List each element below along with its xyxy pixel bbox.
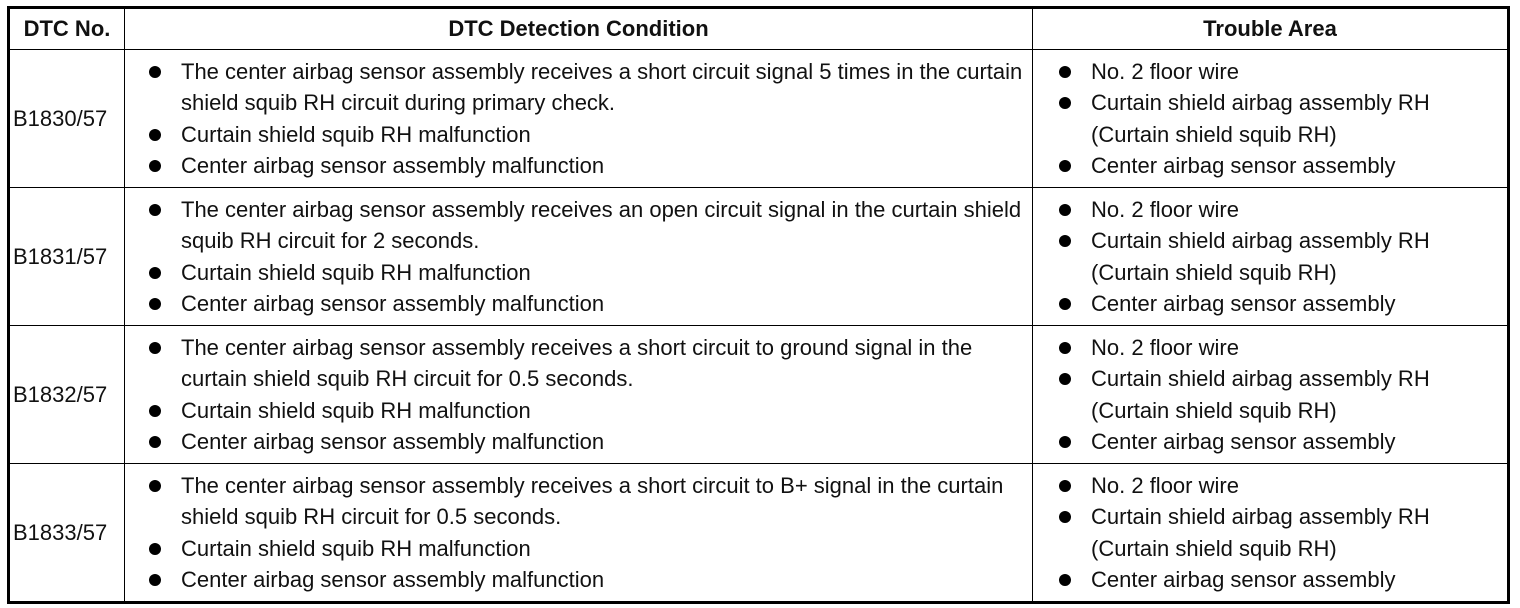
header-row — [9, 8, 1509, 50]
condition-text: The center airbag sensor assembly receives a short circuit signal 5 times in the curtain shield squib RH circuit during primary check. — [181, 58, 1023, 115]
table-row — [9, 326, 1509, 464]
condition-list — [125, 194, 1032, 320]
trouble-area-text: Center airbag sensor assembly — [1091, 291, 1396, 316]
trouble-area-text: Curtain shield airbag assembly RH (Curtain shield squib RH) — [1091, 228, 1430, 285]
bullet-icon — [149, 204, 161, 216]
condition-cell — [125, 188, 1033, 326]
condition-list — [125, 332, 1032, 458]
header-detection-condition: DTC Detection Condition — [125, 8, 1033, 50]
condition-text: The center airbag sensor assembly receives a short circuit to ground signal in the curtain shield squib RH circuit for 0.5 seconds. — [181, 334, 973, 391]
condition-cell — [125, 326, 1033, 464]
condition-text: The center airbag sensor assembly receives an open circuit signal in the curtain shield squib RH circuit for 2 seconds. — [181, 196, 1022, 253]
list-item — [1059, 470, 1507, 502]
trouble-area-cell — [1033, 50, 1509, 188]
trouble-area-text: No. 2 floor wire — [1091, 334, 1239, 360]
bullet-icon — [149, 342, 161, 354]
header-dtc-no: DTC No. — [9, 8, 125, 50]
list-item — [149, 470, 1032, 533]
bullet-icon — [1059, 436, 1071, 448]
trouble-area-cell — [1033, 464, 1509, 603]
trouble-area-text: Center airbag sensor assembly — [1091, 429, 1396, 454]
list-item — [1059, 194, 1507, 226]
dtc-code: B1831/57 — [9, 188, 125, 326]
trouble-area-list — [1033, 332, 1507, 458]
bullet-icon — [149, 267, 161, 279]
dtc-code: B1832/57 — [9, 326, 125, 464]
bullet-icon — [149, 436, 161, 448]
condition-text: The center airbag sensor assembly receives a short circuit to B+ signal in the curtain shield squib RH circuit for 0.5 seconds. — [181, 472, 1004, 529]
bullet-icon — [1059, 235, 1071, 247]
dtc-table — [7, 6, 1510, 604]
condition-text: Curtain shield squib RH malfunction — [181, 259, 531, 285]
table-row — [9, 50, 1509, 188]
trouble-area-cell — [1033, 326, 1509, 464]
list-item — [149, 257, 1032, 289]
trouble-area-list — [1033, 56, 1507, 182]
list-item — [1059, 363, 1507, 426]
table-row — [9, 188, 1509, 326]
condition-text: Curtain shield squib RH malfunction — [181, 121, 531, 147]
bullet-icon — [1059, 97, 1071, 109]
condition-text: Center airbag sensor assembly malfunction — [181, 567, 605, 592]
bullet-icon — [149, 160, 161, 172]
list-item — [149, 56, 1032, 119]
bullet-icon — [149, 480, 161, 492]
condition-text: Center airbag sensor assembly malfunction — [181, 429, 605, 454]
bullet-icon — [1059, 373, 1071, 385]
bullet-icon — [1059, 511, 1071, 523]
list-item — [149, 194, 1032, 257]
list-item — [1059, 501, 1507, 564]
trouble-area-cell — [1033, 188, 1509, 326]
condition-cell — [125, 464, 1033, 603]
list-item — [1059, 150, 1507, 182]
trouble-area-text: Curtain shield airbag assembly RH (Curtain shield squib RH) — [1091, 504, 1430, 561]
list-item — [1059, 426, 1507, 458]
list-item — [1059, 332, 1507, 364]
condition-list — [125, 470, 1032, 596]
list-item — [149, 288, 1032, 320]
bullet-icon — [149, 298, 161, 310]
condition-text: Center airbag sensor assembly malfunction — [181, 153, 605, 178]
list-item — [149, 119, 1032, 151]
condition-text: Curtain shield squib RH malfunction — [181, 397, 531, 423]
list-item — [149, 564, 1032, 596]
list-item — [149, 426, 1032, 458]
bullet-icon — [1059, 298, 1071, 310]
bullet-icon — [1059, 574, 1071, 586]
bullet-icon — [149, 66, 161, 78]
trouble-area-text: No. 2 floor wire — [1091, 196, 1239, 222]
list-item — [149, 395, 1032, 427]
list-item — [1059, 87, 1507, 150]
trouble-area-text: Center airbag sensor assembly — [1091, 567, 1396, 592]
condition-cell — [125, 50, 1033, 188]
list-item — [1059, 564, 1507, 596]
bullet-icon — [149, 543, 161, 555]
list-item — [1059, 56, 1507, 88]
list-item — [1059, 225, 1507, 288]
condition-text: Center airbag sensor assembly malfunction — [181, 291, 605, 316]
bullet-icon — [1059, 480, 1071, 492]
list-item — [149, 150, 1032, 182]
bullet-icon — [1059, 342, 1071, 354]
trouble-area-text: Curtain shield airbag assembly RH (Curtain shield squib RH) — [1091, 90, 1430, 147]
trouble-area-text: Curtain shield airbag assembly RH (Curtain shield squib RH) — [1091, 366, 1430, 423]
list-item — [1059, 288, 1507, 320]
header-trouble-area: Trouble Area — [1033, 8, 1509, 50]
dtc-code: B1833/57 — [9, 464, 125, 603]
bullet-icon — [149, 405, 161, 417]
bullet-icon — [149, 574, 161, 586]
bullet-icon — [149, 129, 161, 141]
trouble-area-text: No. 2 floor wire — [1091, 472, 1239, 498]
bullet-icon — [1059, 160, 1071, 172]
dtc-code: B1830/57 — [9, 50, 125, 188]
trouble-area-list — [1033, 194, 1507, 320]
trouble-area-text: No. 2 floor wire — [1091, 58, 1239, 84]
condition-list — [125, 56, 1032, 182]
list-item — [149, 332, 1032, 395]
trouble-area-list — [1033, 470, 1507, 596]
bullet-icon — [1059, 204, 1071, 216]
trouble-area-text: Center airbag sensor assembly — [1091, 153, 1396, 178]
bullet-icon — [1059, 66, 1071, 78]
table-row — [9, 464, 1509, 603]
condition-text: Curtain shield squib RH malfunction — [181, 535, 531, 561]
list-item — [149, 533, 1032, 565]
